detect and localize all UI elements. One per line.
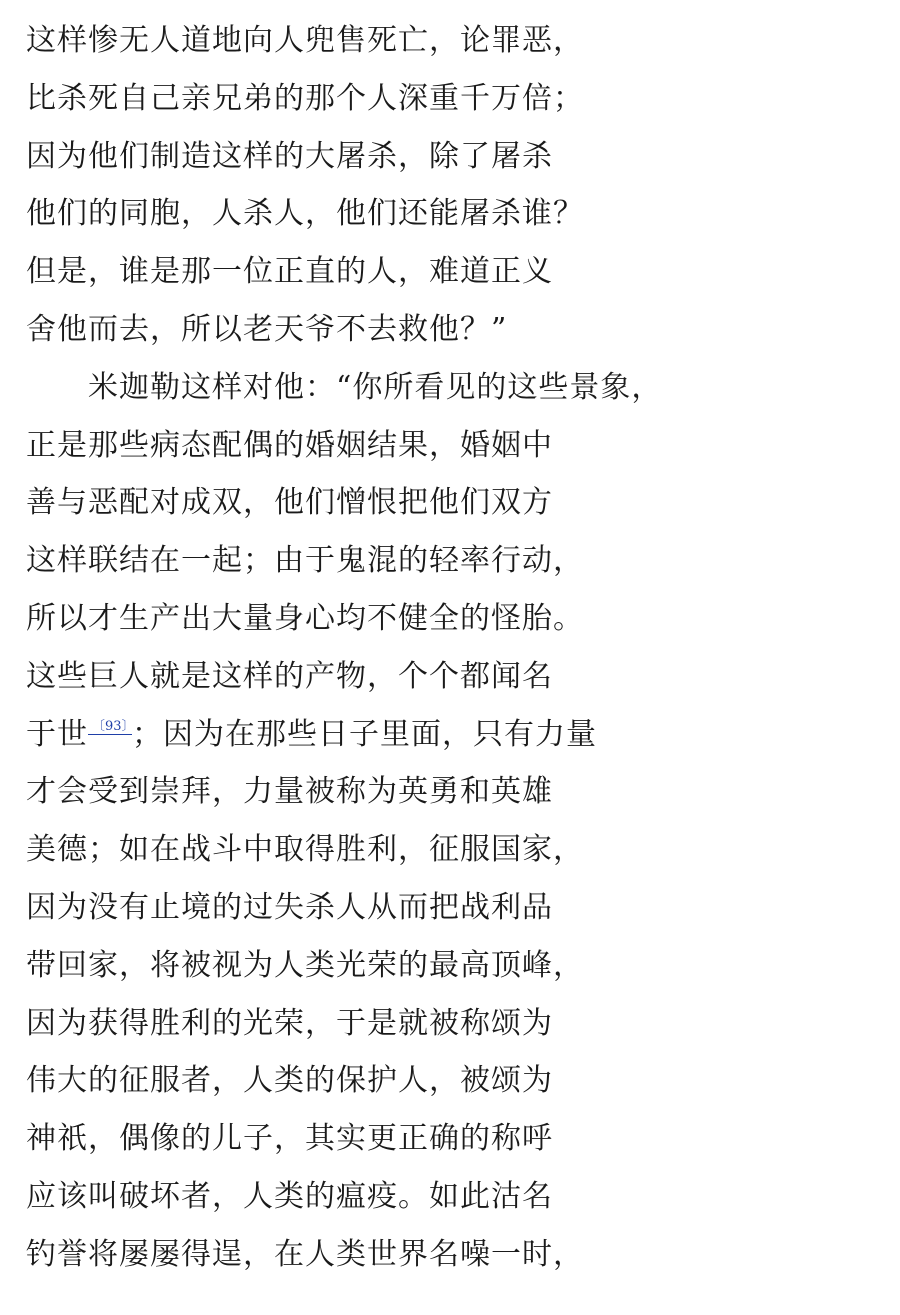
text-line: 钓誉将屡屡得逞，在人类世界名噪一时， xyxy=(26,1236,584,1272)
text-line-with-footnote xyxy=(26,706,886,764)
text-line: 舍他而去，所以老天爷不去救他？” xyxy=(26,311,508,347)
text-line: 因为他们制造这样的大屠杀，除了屠杀 xyxy=(26,138,553,174)
text-line: 善与恶配对成双，他们憎恨把他们双方 xyxy=(26,485,553,521)
text-line: 这样联结在一起；由于鬼混的轻率行动， xyxy=(26,543,584,579)
text-line: 所以才生产出大量身心均不健全的怪胎。 xyxy=(26,600,584,636)
text-line: 应该叫破坏者，人类的瘟疫。如此沽名 xyxy=(26,1178,553,1214)
text-line: 但是，谁是那一位正直的人，难道正义 xyxy=(26,254,553,290)
footnote-link[interactable]: 〔93〕 xyxy=(88,719,132,735)
text-segment: ；因为在那些日子里面，只有力量 xyxy=(132,716,598,752)
text-segment: 于世 xyxy=(26,716,88,752)
text-line: 伟大的征服者，人类的保护人，被颂为 xyxy=(26,1063,553,1099)
text-line: 因为没有止境的过失杀人从而把战利品 xyxy=(26,889,553,925)
text-line: 美德；如在战斗中取得胜利，征服国家， xyxy=(26,832,584,868)
poem-text xyxy=(26,12,886,1284)
text-line: 神祇，偶像的儿子，其实更正确的称呼 xyxy=(26,1121,553,1157)
text-line: 正是那些病态配偶的婚姻结果，婚姻中 xyxy=(26,427,553,463)
text-line: 他们的同胞，人杀人，他们还能屠杀谁？ xyxy=(26,196,584,232)
text-line: 因为获得胜利的光荣，于是就被称颂为 xyxy=(26,1005,553,1041)
text-line: 这些巨人就是这样的产物，个个都闻名 xyxy=(26,658,553,694)
text-line: 才会受到崇拜，力量被称为英勇和英雄 xyxy=(26,774,553,810)
text-line: 这样惨无人道地向人兜售死亡，论罪恶， xyxy=(26,23,584,58)
text-line: 带回家，将被视为人类光荣的最高顶峰， xyxy=(26,947,584,983)
text-line-indented: 米迦勒这样对他：“你所看见的这些景象， xyxy=(88,369,663,405)
text-line: 比杀死自己亲兄弟的那个人深重千万倍； xyxy=(26,80,584,116)
